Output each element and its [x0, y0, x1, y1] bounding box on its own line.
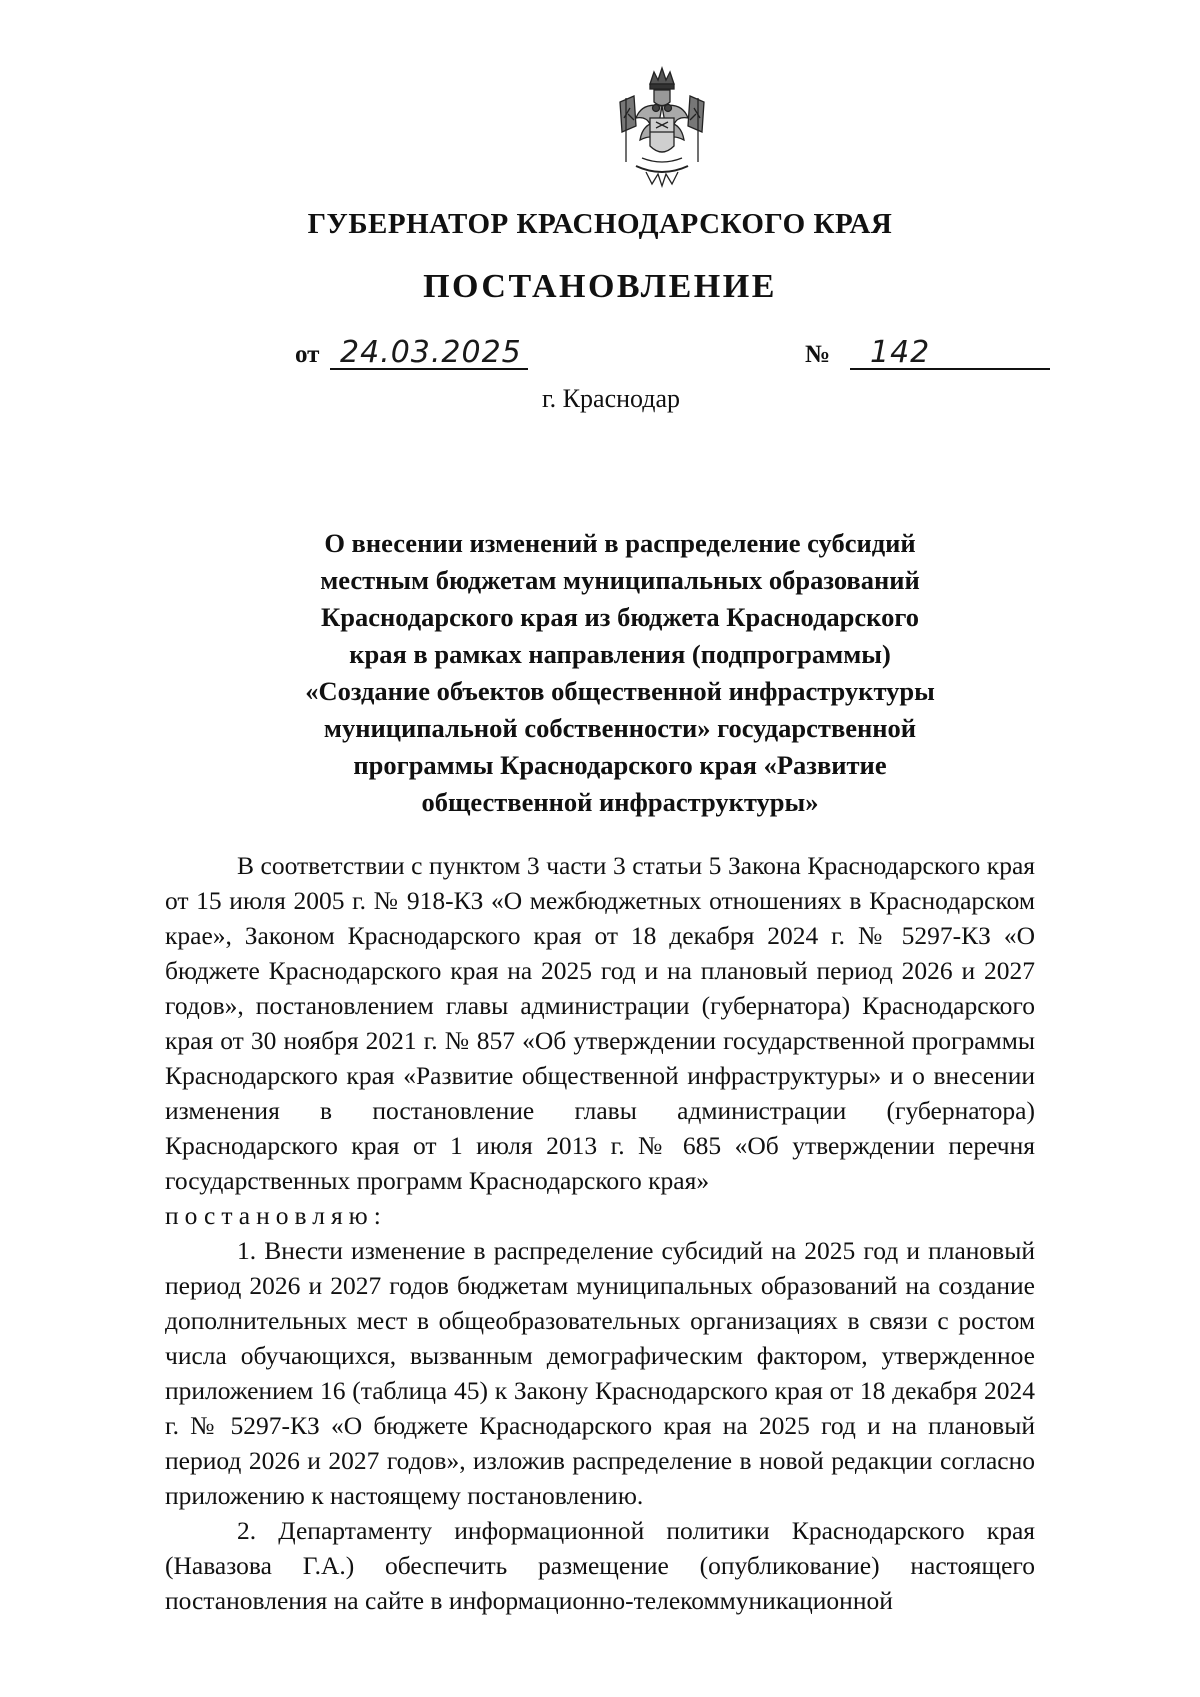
document-title	[270, 525, 970, 821]
title-line: «Создание объектов общественной инфраструктуры	[305, 676, 935, 706]
item-1-paragraph: 1. Внести изменение в распределение субсидий на 2025 год и плановый период 2026 и 2027 годов бюджетам муниципальных образований на создание дополнительных мест в общеобразовательных организациях в связи с ростом числа обучающихся, вызванным демографическим фактором, утвержденное приложением 16 (таблица 45) к Закону Краснодарского края от 18 декабря 2024 г. № 5297-КЗ «О бюджете Краснодарского края на 2025 год и на плановый период 2026 и 2027 годов», изложив распределение в новой редакции согласно приложению к настоящему постановлению.	[165, 1236, 1035, 1510]
number-prefix-label: №	[805, 341, 831, 368]
title-line: Краснодарского края из бюджета Краснодарского	[321, 602, 919, 632]
item-2-paragraph: 2. Департаменту информационной политики Краснодарского края (Навазова Г.А.) обеспечить размещение (опубликование) настоящего постановления на сайте в информационно-телекоммуникационной	[165, 1516, 1035, 1615]
title-line: О внесении изменений в распределение субсидий	[324, 528, 916, 558]
title-line: муниципальной собственности» государственной	[323, 713, 917, 743]
number-handwritten-value: 142	[870, 335, 931, 370]
title-line: программы Краснодарского края «Развитие	[353, 750, 887, 780]
decree-word: постановляю:	[165, 1201, 387, 1230]
document-body	[165, 848, 1035, 1618]
title-line: местным бюджетам муниципальных образований	[320, 565, 920, 595]
preamble-paragraph: В соответствии с пунктом 3 части 3 статьи 5 Закона Краснодарского края от 15 июля 2005 г. № 918-КЗ «О межбюджетных отношениях в Краснодарском крае», Законом Краснодарского края от 18 декабря 2024 г. № 5297-КЗ «О бюджете Краснодарского края на 2025 год и на плановый период 2026 и 2027 годов», постановлением главы администрации (губернатора) Краснодарского края от 30 ноября 2021 г. № 857 «Об утверждении государственной программы Краснодарского края «Развитие общественной инфраструктуры» и о внесении изменения в постановление главы администрации (губернатора) Краснодарского края от 1 июля 2013 г. № 685 «Об утверждении перечня государственных программ Краснодарского края»	[165, 851, 1035, 1195]
city-label: г. Краснодар	[541, 384, 681, 413]
issuer-heading: ГУБЕРНАТОР КРАСНОДАРСКОГО КРАЯ	[307, 208, 893, 240]
date-number-row	[0, 333, 1200, 377]
date-prefix-label: от	[295, 341, 320, 368]
document-type-heading: ПОСТАНОВЛЕНИЕ	[423, 268, 777, 305]
date-handwritten-value: 24.03.2025	[340, 335, 522, 370]
coat-of-arms-emblem	[612, 62, 712, 190]
title-line: края в рамках направления (подпрограммы)	[349, 639, 891, 669]
title-line: общественной инфраструктуры»	[421, 787, 819, 817]
